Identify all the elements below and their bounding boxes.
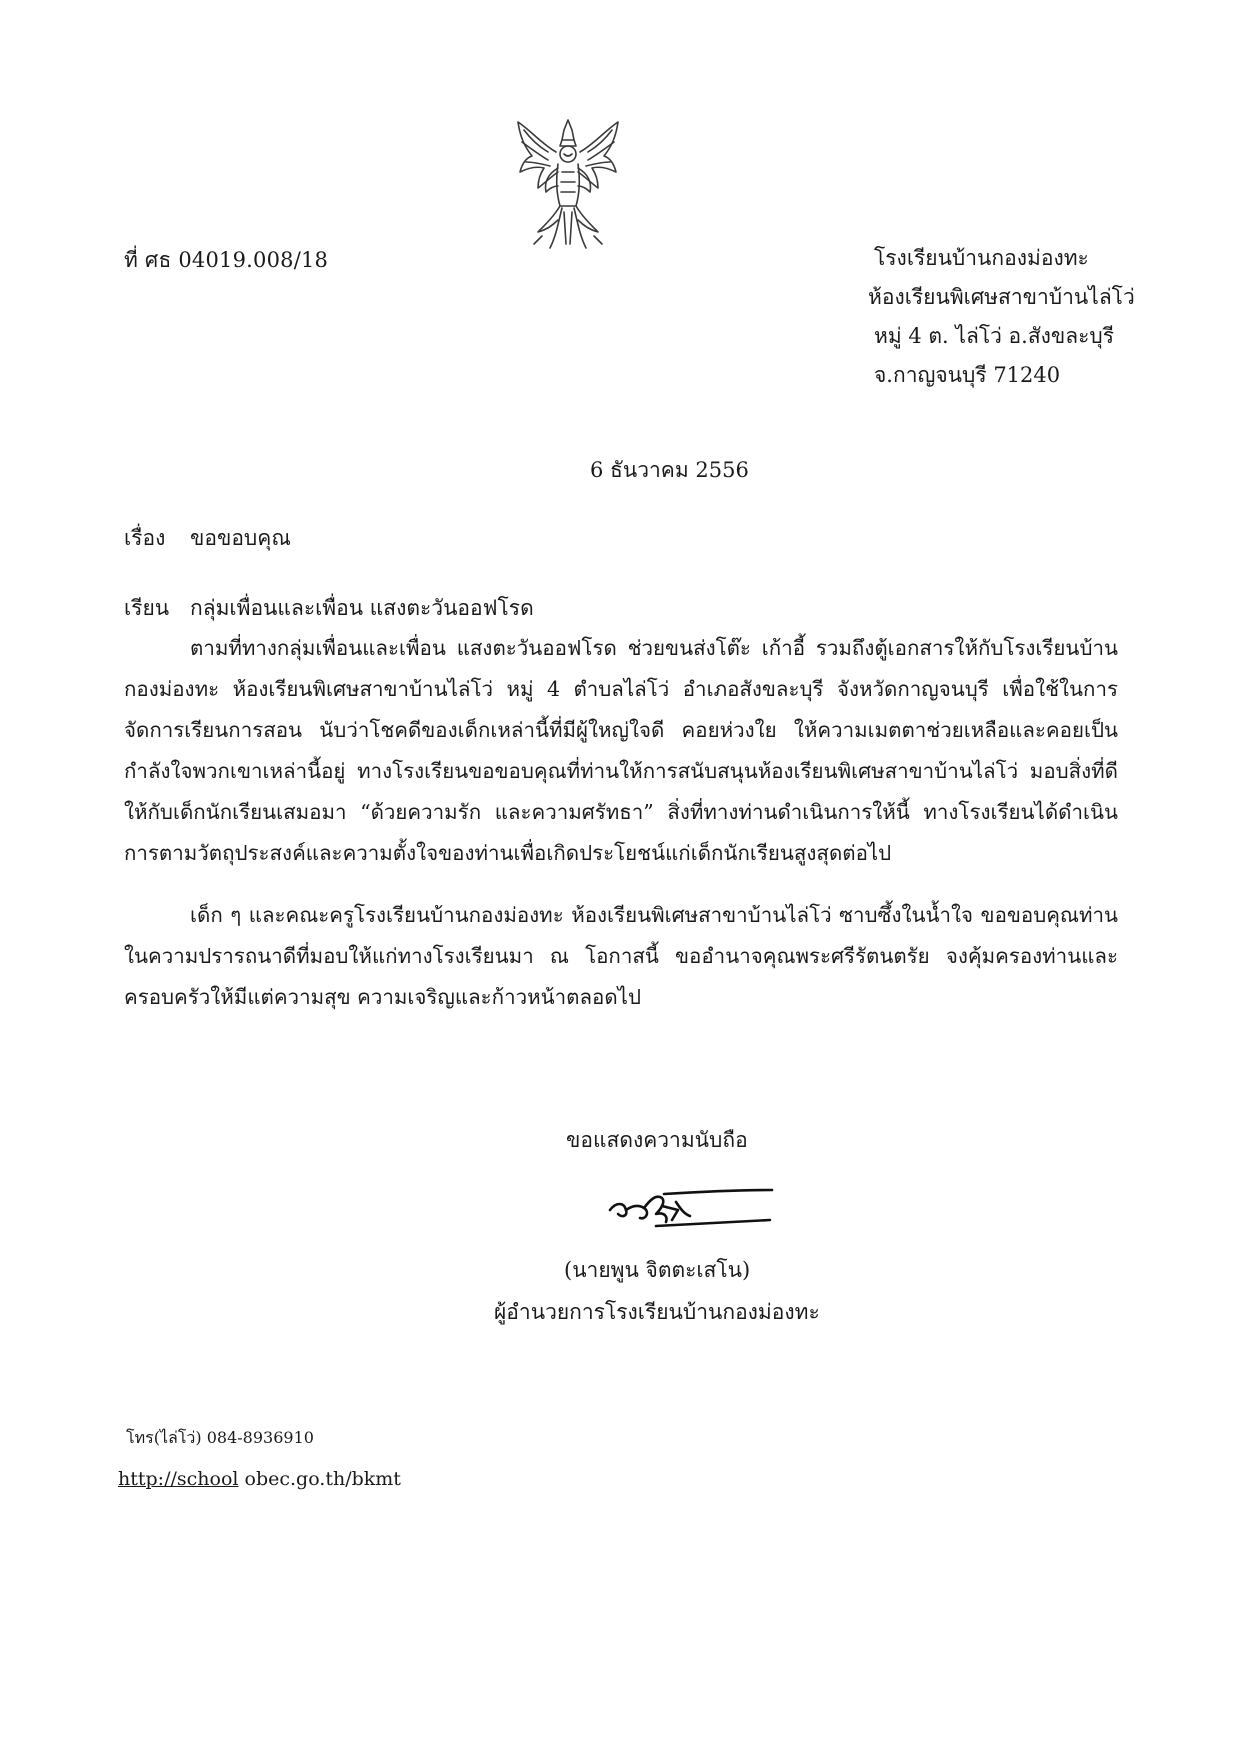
address-line: จ.กาญจนบุรี 71240 <box>874 363 1061 387</box>
garuda-emblem-icon <box>512 116 624 254</box>
reference-number: ที่ ศธ 04019.008/18 <box>124 248 329 272</box>
letter-date: 6 ธันวาคม 2556 <box>590 458 749 482</box>
signer-name: (นายพูน จิตตะเสโน) <box>564 1258 751 1282</box>
recipient-line <box>124 592 534 625</box>
contact-phone: โทร(ไล่โว่) 084-8936910 <box>126 1428 314 1447</box>
address-line: หมู่ 4 ต. ไล่โว่ อ.สังขละบุรี <box>874 324 1115 348</box>
handwritten-signature <box>606 1180 776 1236</box>
website-rest: obec.go.th/bkmt <box>238 1468 401 1490</box>
website-link[interactable]: http://school <box>118 1468 239 1490</box>
closing-salutation: ขอแสดงความนับถือ <box>566 1128 748 1152</box>
recipient-label: เรียน <box>124 596 170 620</box>
body-paragraph-1: ตามที่ทางกลุ่มเพื่อนและเพื่อน แสงตะวันออฟโรด ช่วยขนส่งโต๊ะ เก้าอี้ รวมถึงตู้เอกสารให้กับโรงเรียนบ้านกองม่องทะ ห้องเรียนพิเศษสาขาบ้านไล่โว่ หมู่ 4 ตำบลไล่โว่ อำเภอสังขละบุรี จังหวัดกาญจนบุรี เพื่อใช้ในการจัดการเรียนการสอน นับว่าโชคดีของเด็กเหล่านี้ที่มีผู้ใหญ่ใจดี คอยห่วงใย ให้ความเมตตาช่วยเหลือและคอยเป็นกำลังใจพวกเขาเหล่านี้อยู่ ทางโรงเรียนขอขอบคุณที่ท่านให้การสนับสนุนห้องเรียนพิเศษสาขาบ้านไล่โว่ มอบสิ่งที่ดีให้กับเด็กนักเรียนเสมอมา “ด้วยความรัก และความศรัทธา” สิ่งที่ทางท่านดำเนินการให้นี้ ทางโรงเรียนได้ดำเนินการตามวัตถุประสงค์และความตั้งใจของท่านเพื่อเกิดประโยชน์แก่เด็กนักเรียนสูงสุดต่อไป <box>124 636 1118 865</box>
school-website <box>118 1468 401 1490</box>
subject-label: เรื่อง <box>124 526 166 550</box>
recipient-text: กลุ่มเพื่อนและเพื่อน แสงตะวันออฟโรด <box>190 596 534 620</box>
subject-text: ขอขอบคุณ <box>190 526 291 550</box>
body-paragraph-2: เด็ก ๆ และคณะครูโรงเรียนบ้านกองม่องทะ ห้องเรียนพิเศษสาขาบ้านไล่โว่ ซาบซึ้งในน้ำใจ ขอขอบคุณท่านในความปรารถนาดีที่มอบให้แก่ทางโรงเรียนมา ณ โอกาสนี้ ขออำนาจคุณพระศรีรัตนตรัย จงคุ้มครองท่านและครอบครัวให้มีแต่ความสุข ความเจริญและก้าวหน้าตลอดไป <box>124 903 1118 1009</box>
signer-title: ผู้อำนวยการโรงเรียนบ้านกองม่องทะ <box>494 1300 820 1324</box>
school-address <box>868 244 1168 400</box>
address-line: โรงเรียนบ้านกองม่องทะ <box>874 246 1089 270</box>
subject-line <box>124 522 291 555</box>
address-line: ห้องเรียนพิเศษสาขาบ้านไล่โว่ <box>868 285 1135 309</box>
